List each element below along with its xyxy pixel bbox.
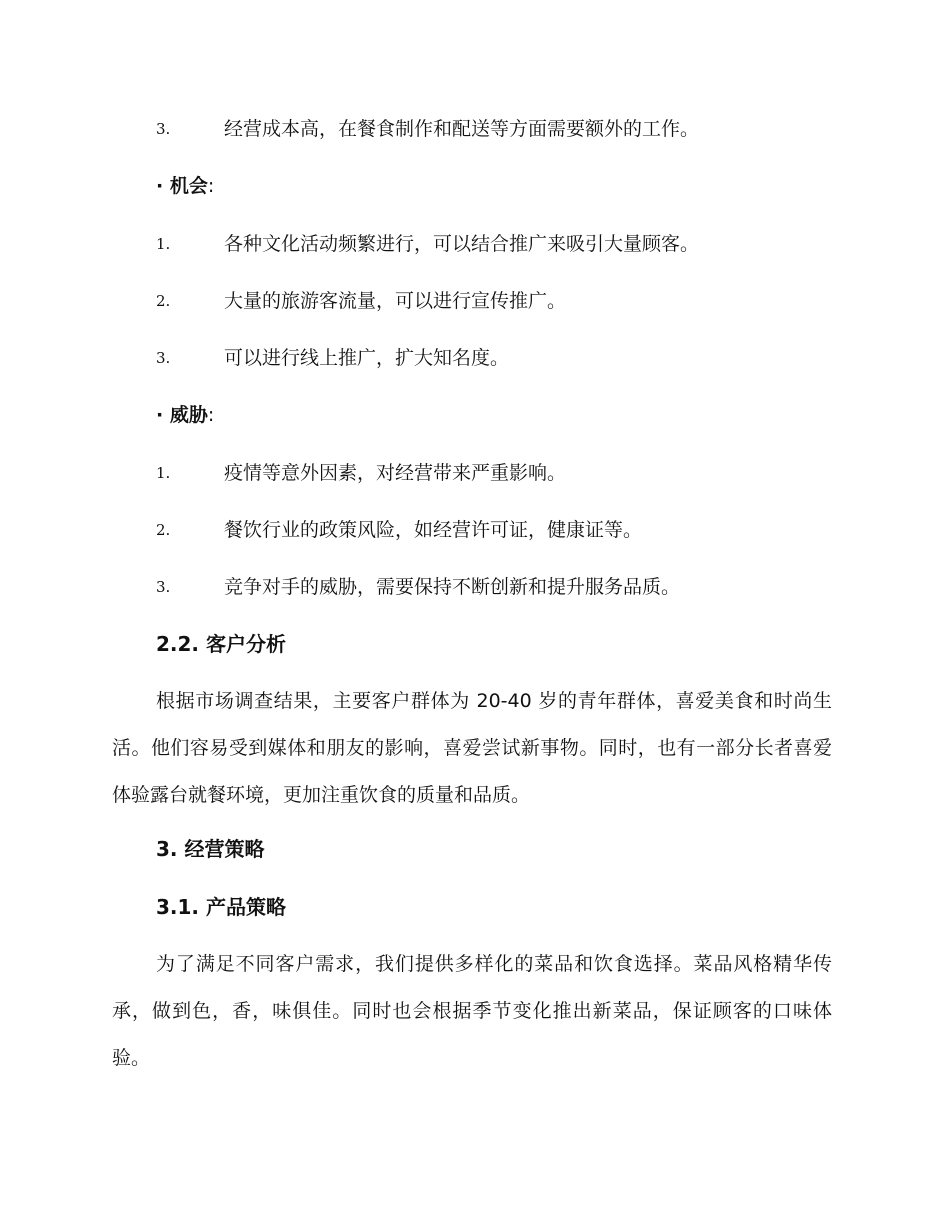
section-heading-strategy: 3. 经营策略 [156, 837, 265, 861]
section-label-threats [156, 400, 214, 430]
product-strategy-paragraph: 为了满足不同客户需求，我们提供多样化的菜品和饮食选择。菜品风格精华传承，做到色，香，味俱佳。同时也会根据季节变化推出新菜品，保证顾客的口味体验。 [112, 953, 832, 1069]
label-colon: : [207, 175, 215, 197]
list-text: 餐饮行业的政策风险，如经营许可证，健康证等。 [224, 519, 643, 541]
label-text: · 威胁 [156, 404, 208, 426]
list-text: 经营成本高，在餐食制作和配送等方面需要额外的工作。 [224, 118, 700, 140]
list-number: 2. [156, 292, 171, 310]
list-item [0, 343, 950, 373]
customer-analysis-paragraph: 根据市场调查结果，主要客户群体为 20-40 岁的青年群体，喜爱美食和时尚生活。他们容易受到媒体和朋友的影响，喜爱尝试新事物。同时，也有一部分长者喜爱体验露台就餐环境，更加注重饮食的质量和品质。 [112, 690, 832, 806]
list-item [0, 572, 950, 602]
list-number: 1. [156, 464, 171, 482]
list-number: 3. [156, 120, 171, 138]
list-number: 3. [156, 578, 171, 596]
list-item [0, 458, 950, 488]
list-text: 竞争对手的威胁，需要保持不断创新和提升服务品质。 [224, 576, 681, 598]
list-number: 3. [156, 349, 171, 367]
list-item [0, 114, 950, 144]
list-item [0, 229, 950, 259]
list-text: 可以进行线上推广，扩大知名度。 [224, 347, 510, 369]
section-heading-product-strategy: 3.1. 产品策略 [156, 895, 286, 919]
section-heading-customer-analysis: 2.2. 客户分析 [156, 632, 286, 656]
label-text: · 机会 [156, 175, 208, 197]
list-number: 1. [156, 235, 171, 253]
list-text: 疫情等意外因素，对经营带来严重影响。 [224, 462, 567, 484]
list-text: 大量的旅游客流量，可以进行宣传推广。 [224, 290, 567, 312]
label-colon: : [207, 404, 215, 426]
list-number: 2. [156, 521, 171, 539]
list-item [0, 286, 950, 316]
list-text: 各种文化活动频繁进行，可以结合推广来吸引大量顾客。 [224, 233, 700, 255]
section-label-opportunities [156, 171, 214, 201]
list-item [0, 515, 950, 545]
